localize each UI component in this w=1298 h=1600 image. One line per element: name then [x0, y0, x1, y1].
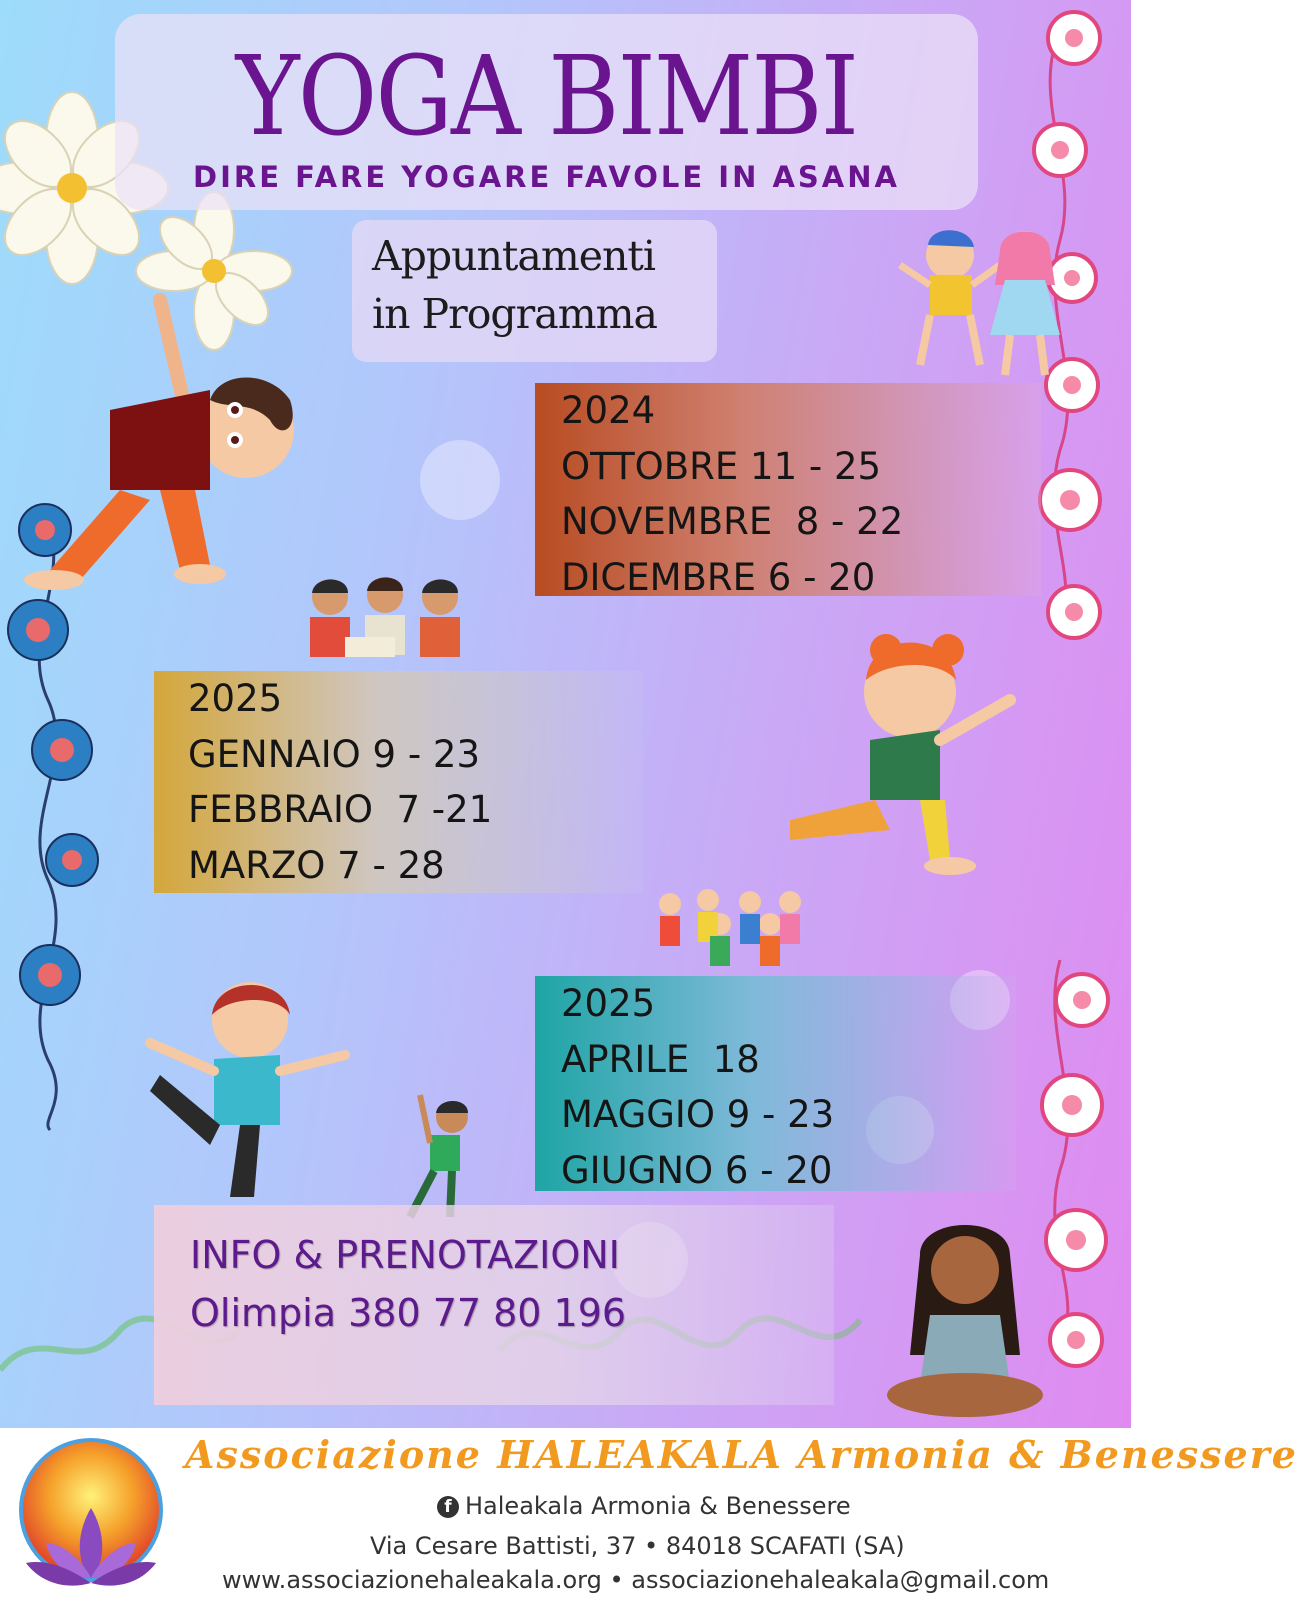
schedule-year: 2025	[188, 677, 283, 720]
schedule-row: APRILE 18	[561, 1037, 760, 1081]
flower-icon	[1030, 0, 1120, 1400]
appointments-heading-line1: Appuntamenti	[372, 232, 655, 280]
association-name: Associazione HALEAKALA Armonia & Benessere	[185, 1432, 1298, 1477]
info-box	[154, 1205, 834, 1405]
facebook-icon: f	[437, 1496, 459, 1518]
schedule-row: GIUGNO 6 - 20	[561, 1148, 833, 1192]
info-contact: Olimpia 380 77 80 196	[190, 1291, 627, 1335]
facebook-page-name[interactable]: Haleakala Armonia & Benessere	[465, 1492, 851, 1520]
schedule-row: GENNAIO 9 - 23	[188, 732, 481, 776]
schedule-row: NOVEMBRE 8 - 22	[561, 500, 904, 543]
child-yoga-figure-icon	[780, 630, 1030, 900]
schedule-row: OTTOBRE 11 - 25	[561, 444, 882, 488]
title-box	[115, 14, 978, 210]
child-yoga-figure-icon	[880, 1215, 1050, 1425]
website-email[interactable]: www.associazionehaleakala.org • associazionehaleakala@gmail.com	[222, 1566, 1050, 1594]
child-yoga-figure-icon	[650, 890, 830, 980]
info-heading: INFO & PRENOTAZIONI	[190, 1233, 620, 1277]
schedule-block-2024	[535, 383, 1041, 599]
schedule-row: MARZO 7 - 28	[188, 843, 445, 887]
lotus-logo-icon	[16, 1438, 166, 1594]
address: Via Cesare Battisti, 37 • 84018 SCAFATI (SA)	[370, 1532, 905, 1560]
schedule-row: FEBBRAIO 7 -21	[188, 788, 493, 831]
child-yoga-figure-icon	[890, 225, 1090, 385]
schedule-block-2025-spring	[535, 976, 1016, 1191]
child-yoga-figure-icon	[130, 975, 350, 1205]
schedule-row: DICEMBRE 6 - 20	[561, 555, 876, 599]
page-subtitle: DIRE FARE YOGARE FAVOLE IN ASANA	[193, 160, 900, 194]
appointments-heading-line2: in Programma	[372, 290, 657, 338]
facebook-line	[437, 1492, 851, 1520]
schedule-row: MAGGIO 9 - 23	[561, 1093, 835, 1136]
child-yoga-figure-icon	[290, 575, 470, 675]
child-yoga-figure-icon	[10, 290, 300, 610]
footer	[0, 1428, 1298, 1600]
page-title: YOGA BIMBI	[235, 32, 858, 160]
appointments-heading-box	[352, 220, 717, 362]
schedule-block-2025-winter	[154, 671, 643, 893]
schedule-year: 2024	[561, 389, 656, 432]
schedule-year: 2025	[561, 982, 656, 1025]
